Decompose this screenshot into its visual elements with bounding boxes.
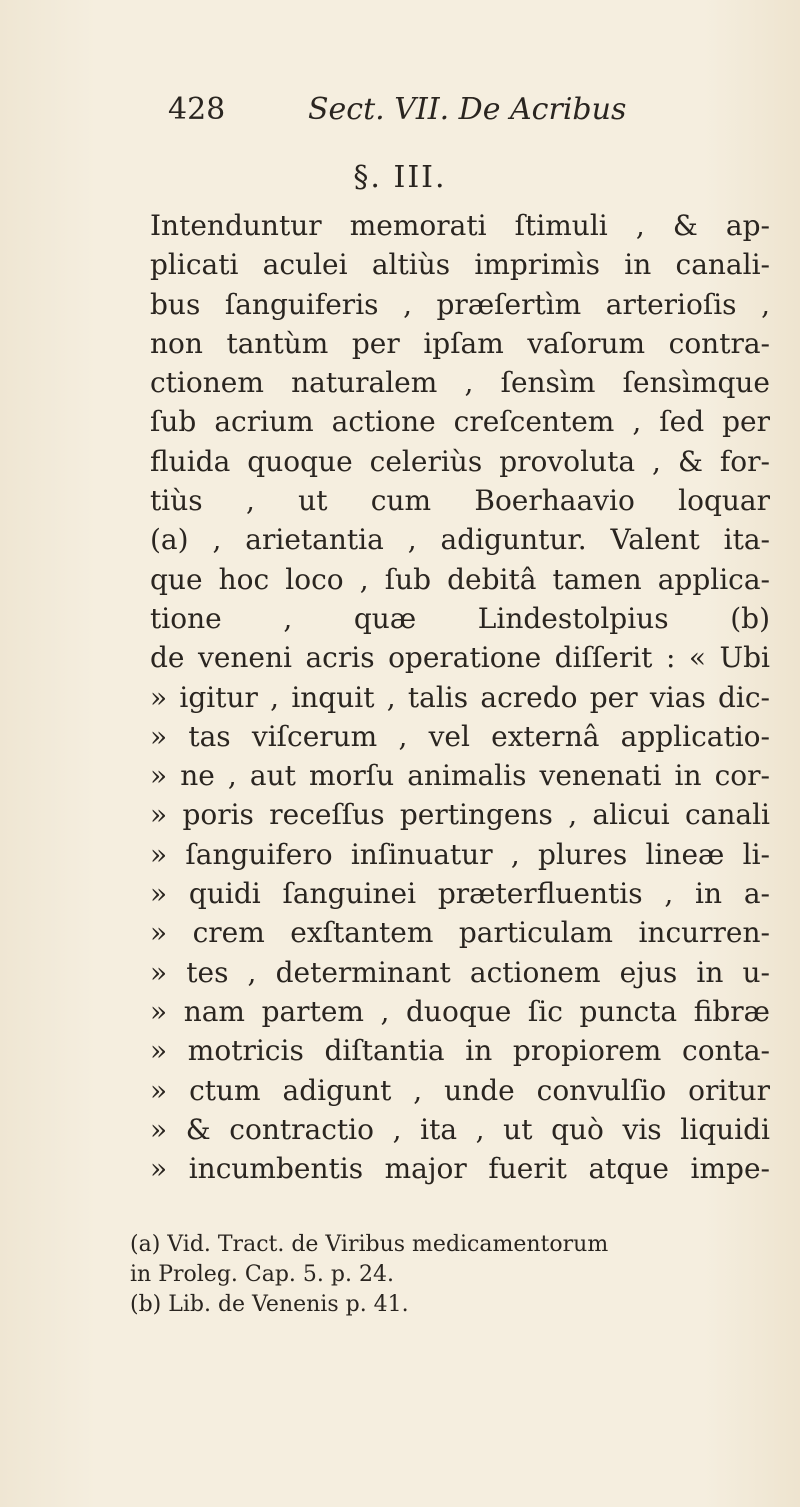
page-header <box>168 92 688 132</box>
quoted-line: » tas viſcerum , vel externâ applicatio- <box>150 719 770 753</box>
text-line: de veneni acris operatione diſſerit : « Ubi <box>150 641 770 675</box>
footnotes <box>130 1230 780 1320</box>
quoted-line: » ne , aut morſu animalis venenati in cor- <box>150 759 770 793</box>
quoted-line: » incumbentis major fuerit atque impe- <box>150 1152 770 1186</box>
text-line: tiùs , ut cum Boerhaavio loquar <box>150 484 770 518</box>
footnote-a-continued: in Proleg. Cap. 5. p. 24. <box>130 1262 394 1287</box>
footnote-a: (a) Vid. Tract. de Viribus medicamentorum <box>130 1232 609 1257</box>
quoted-line: » ſanguifero inſinuatur , plures lineæ li- <box>150 837 770 871</box>
text-line: fluida quoque celeriùs provoluta , & for- <box>150 444 770 478</box>
section-heading: §. III. <box>353 160 447 195</box>
text-line: tione , quæ Lindestolpius (b) <box>150 601 770 635</box>
text-line: bus ſanguiferis , præſertìm arterioſis , <box>150 287 770 321</box>
text-line: ſub acrium actione creſcentem , ſed per <box>150 405 770 439</box>
quoted-line: » igitur , inquit , talis acredo per vias dic- <box>150 680 770 714</box>
text-line: Intenduntur memorati ſtimuli , & ap- <box>150 209 770 242</box>
text-line: non tantùm per ipſam vaſorum contra- <box>150 326 770 360</box>
quoted-line: » tes , determinant actionem ejus in u- <box>150 955 770 989</box>
body-text <box>150 206 770 1188</box>
text-line: (a) , arietantia , adiguntur. Valent ita- <box>150 523 770 557</box>
running-title: Sect. VII. De Acribus <box>308 92 627 127</box>
quoted-line: » nam partem , duoque ſic puncta fibræ <box>150 994 770 1028</box>
quoted-line: » & contractio , ita , ut quò vis liquidi <box>150 1112 770 1146</box>
text-line: que hoc loco , ſub debitâ tamen applica- <box>150 562 770 596</box>
quoted-line: » quidi ſanguinei præterfluentis , in a- <box>150 877 770 911</box>
quoted-line: » poris receſſus pertingens , alicui canali <box>150 798 770 832</box>
text-line: plicati aculei altiùs imprimìs in canali- <box>150 248 770 282</box>
quoted-line: » motricis diſtantia in propiorem conta- <box>150 1034 770 1068</box>
footnote-b: (b) Lib. de Venenis p. 41. <box>130 1292 409 1317</box>
quoted-line: » crem exſtantem particulam incurren- <box>150 916 770 950</box>
page-number: 428 <box>168 92 226 127</box>
text-line: ctionem naturalem , ſensìm ſensìmque <box>150 366 770 400</box>
quoted-line: » ctum adigunt , unde convulſio oritur <box>150 1073 770 1107</box>
